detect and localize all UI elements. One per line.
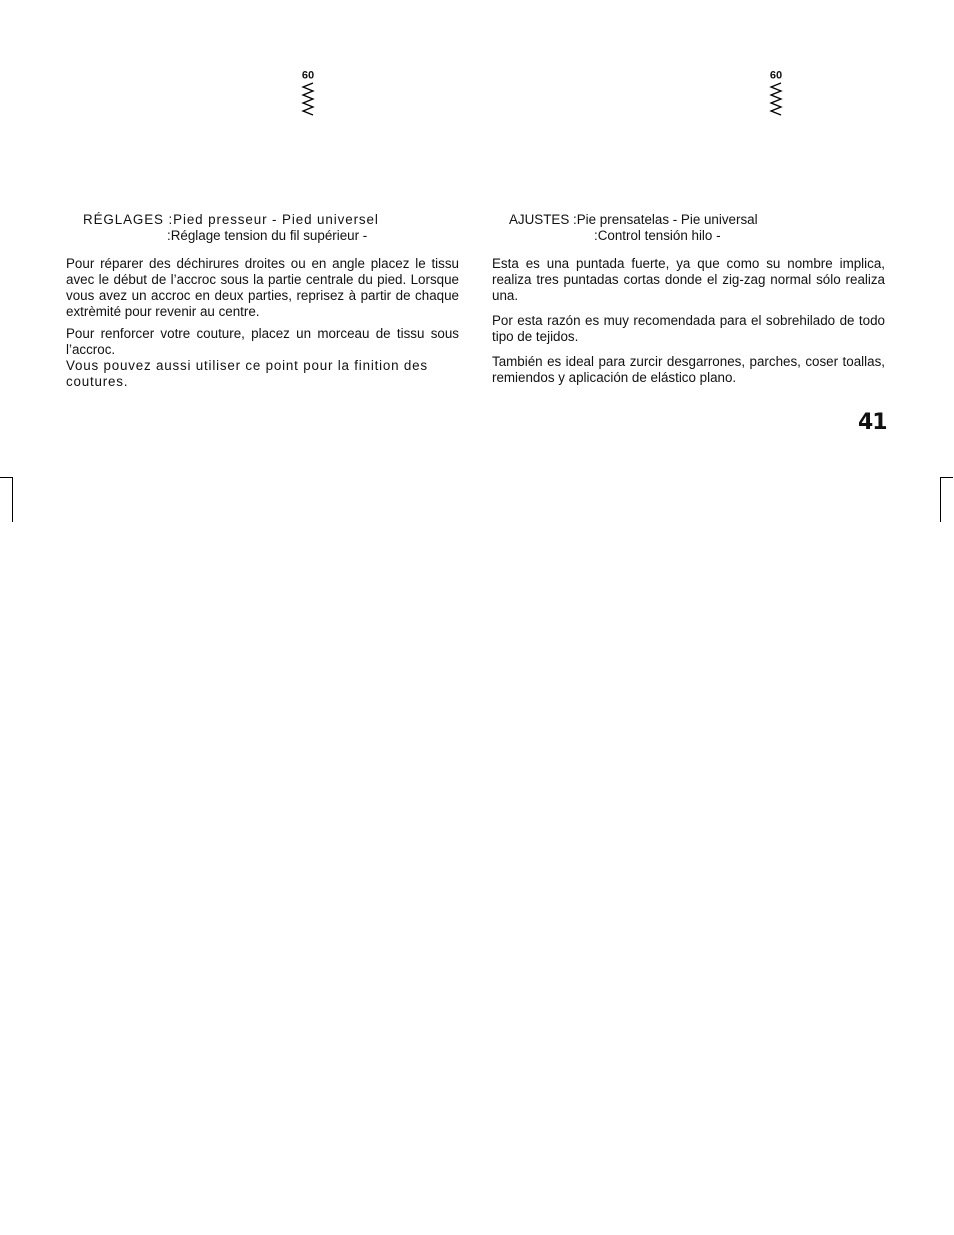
spanish-column [492, 212, 885, 395]
settings-block-french [66, 212, 459, 244]
stitch-number-label: 09 [301, 68, 315, 80]
stitch-symbol-french [298, 68, 318, 116]
stitch-number-label: 09 [769, 68, 783, 80]
paragraph-french-2: Pour renforcer votre couture, placez un morceau de tissu sous l’accroc. [66, 326, 459, 357]
paragraph-spanish-3: También es ideal para zurcir desgarrones, parches, coser toallas, remiendos y aplicación de elástico plano. [492, 354, 885, 385]
settings-tension-french: :Réglage tension du fil supérieur - [167, 228, 368, 243]
paragraph-spanish-1: Esta es una puntada fuerte, ya que como su nombre implica, realiza tres puntadas cortas donde el zig-zag normal sólo realiza una. [492, 256, 885, 303]
crop-mark-right [940, 477, 953, 522]
zigzag-stitch-icon [768, 82, 784, 116]
paragraph-spanish-2: Por esta razón es muy recomendada para el sobrehilado de todo tipo de tejidos. [492, 313, 885, 344]
paragraph-french-1: Pour réparer des déchirures droites ou en angle placez le tissu avec le début de l’accroc sous la partie centrale du pied. Lorsque vous avez un accroc en deux parties, reprisez à partir de chaque extrèmité pour revenir au centre. [66, 256, 459, 319]
settings-tension-spanish: :Control tensión hilo - [594, 228, 721, 243]
crop-mark-left [0, 477, 13, 522]
paragraph-french-3: Vous pouvez aussi utiliser ce point pour la finition des coutures. [66, 358, 428, 389]
stitch-symbol-spanish [766, 68, 786, 116]
zigzag-stitch-icon [300, 82, 316, 116]
settings-presser-foot-spanish: AJUSTES :Pie prensatelas - Pie universal [509, 212, 758, 227]
settings-block-spanish [492, 212, 885, 244]
french-column [66, 212, 459, 396]
settings-presser-foot-french: RÉGLAGES :Pied presseur - Pied universel [83, 212, 379, 227]
page-number: 41 [858, 410, 887, 435]
